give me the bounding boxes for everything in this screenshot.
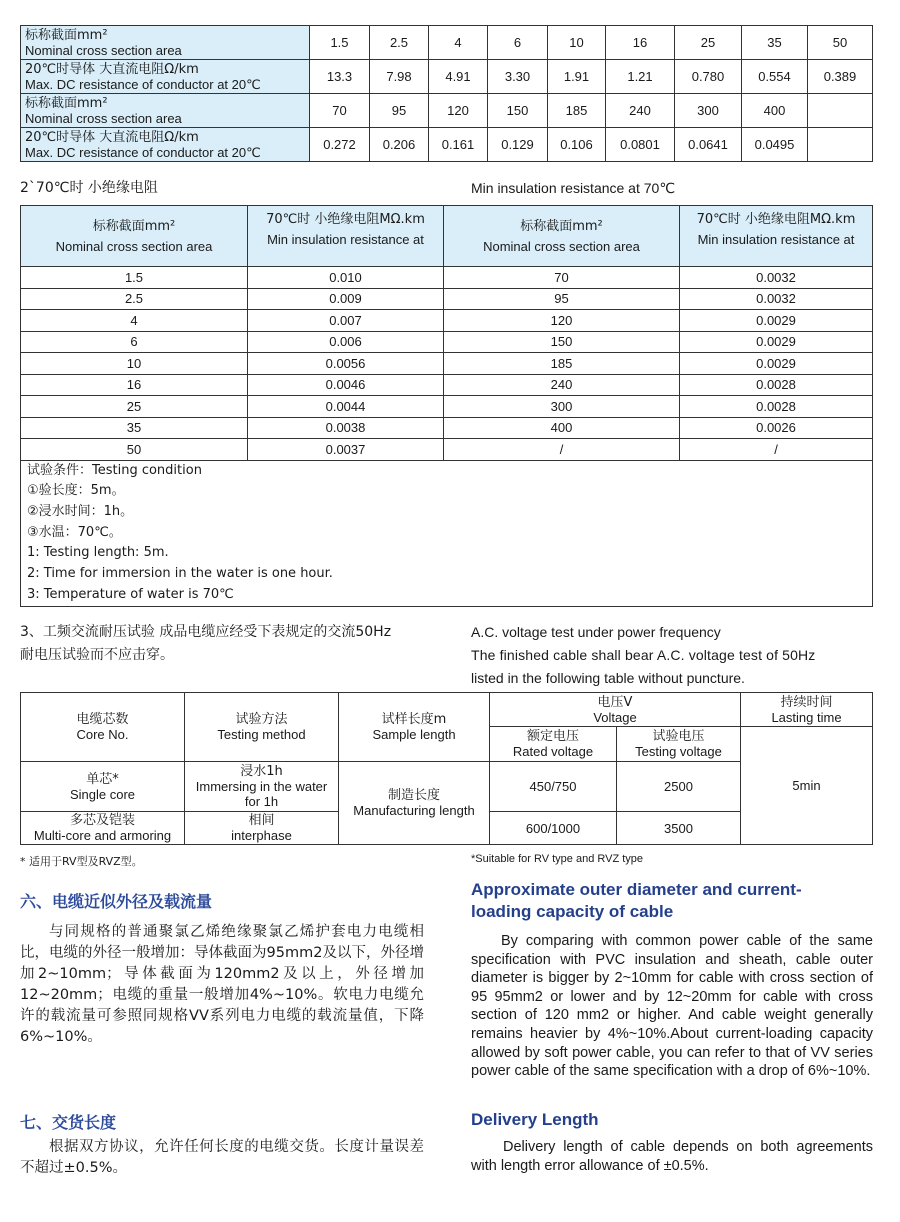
value-cell: 240 — [606, 94, 675, 128]
value-cell: 25 — [675, 26, 742, 60]
value-cell: 0.0028 — [680, 396, 873, 418]
value-cell: 185 — [444, 353, 680, 375]
value-cell: 10 — [21, 353, 248, 375]
value-cell: 1.5 — [310, 26, 370, 60]
section-six-body-en: By comparing with common power cable of the same specification with PVC insulation and sheath, cable outer diameter is bigger by 2~10mm for cable with cross section of 95 95mm2 or lower and by 12~20mm for cable with cross section of 120 mm2 or higher. And cable weight generally remains heavier by 4%~10%.About current-loading capacity allowed by soft power cable, you can refer to that of VV series power cable of the same specification with a drop of 6%~10%. — [471, 933, 873, 1080]
value-cell: 0.0046 — [248, 374, 444, 396]
value-cell: 300 — [675, 94, 742, 128]
table-row — [21, 60, 873, 94]
ac-test-text-en-1: A.C. voltage test under power frequency — [471, 624, 721, 640]
value-cell: 35 — [21, 417, 248, 439]
value-cell: 0.554 — [742, 60, 808, 94]
row-label-cell: 标称截面mm² Nominal cross section area — [21, 94, 310, 128]
value-cell: 25 — [21, 396, 248, 418]
value-cell: 0.0029 — [680, 310, 873, 332]
value-cell: 16 — [606, 26, 675, 60]
value-cell: 0.007 — [248, 310, 444, 332]
value-cell: / — [680, 439, 873, 461]
condition-line: 1: Testing length: 5m. — [27, 545, 169, 561]
value-cell: 4 — [429, 26, 488, 60]
section-six-title-en — [471, 879, 873, 923]
table-row — [21, 417, 873, 439]
value-cell: 300 — [444, 396, 680, 418]
value-cell: 0.0037 — [248, 439, 444, 461]
value-cell: 0.0029 — [680, 331, 873, 353]
value-cell: 16 — [21, 374, 248, 396]
value-cell: 6 — [488, 26, 548, 60]
value-cell: 10 — [548, 26, 606, 60]
table-row — [21, 693, 873, 727]
value-cell: 0.0495 — [742, 128, 808, 162]
value-cell: 1.21 — [606, 60, 675, 94]
header-cell: 标称截面mm² Nominal cross section area — [444, 206, 680, 267]
value-cell: 0.206 — [370, 128, 429, 162]
condition-line: ②浸水时间：1h。 — [27, 503, 134, 519]
value-cell: 50 — [808, 26, 873, 60]
table-row — [21, 26, 873, 60]
value-cell: 1.5 — [21, 267, 248, 289]
cell: 2500 — [617, 762, 741, 812]
lasting-time-cell: 5min — [741, 727, 873, 845]
value-cell: / — [444, 439, 680, 461]
insulation-title-en: Min insulation resistance at 70℃ — [471, 180, 676, 196]
value-cell: 185 — [548, 94, 606, 128]
value-cell: 0.106 — [548, 128, 606, 162]
condition-line: 2: Time for immersion in the water is one hour. — [27, 566, 333, 582]
condition-line: ①验长度：5m。 — [27, 483, 125, 499]
value-cell: 7.98 — [370, 60, 429, 94]
table-row — [21, 128, 873, 162]
header-cell: 电缆芯数 Core No. — [21, 693, 185, 762]
value-cell: 35 — [742, 26, 808, 60]
section-six-body-cn: 与同规格的普通聚氯乙烯绝缘聚氯乙烯护套电力电缆相比，电缆的外径一般增加：导体截面为95mm2及以下，外径增加2~10mm；导体截面为120mm2及以上，外径增加12~20mm；电缆的重量一般增加4%~10%。软电力电缆允许的载流量可参照同规格VV系列电力电缆的载流量值，下降6%~10%。 — [20, 924, 424, 1045]
value-cell: 2.5 — [370, 26, 429, 60]
header-cell: 试验电压 Testing voltage — [617, 727, 741, 762]
cell: 相间 interphase — [185, 812, 339, 845]
header-cell: 70℃时 小绝缘电阻MΩ.km Min insulation resistance at — [680, 206, 873, 267]
value-cell: 0.0032 — [680, 288, 873, 310]
value-cell: 0.780 — [675, 60, 742, 94]
value-cell: 0.389 — [808, 60, 873, 94]
value-cell: 400 — [742, 94, 808, 128]
value-cell: 13.3 — [310, 60, 370, 94]
table-row — [21, 396, 873, 418]
table-row — [21, 439, 873, 461]
condition-line: ③水温：70℃。 — [27, 524, 122, 540]
value-cell: 120 — [444, 310, 680, 332]
value-cell: 1.91 — [548, 60, 606, 94]
header-cell: 持续时间 Lasting time — [741, 693, 873, 727]
ac-test-text-en-2: The finished cable shall bear A.C. voltage test of 50Hz — [471, 647, 816, 663]
value-cell: 0.0029 — [680, 353, 873, 375]
ac-test-text-cn-1: 3、工频交流耐压试验 成品电缆应经受下表规定的交流50Hz — [20, 624, 392, 640]
value-cell: 0.0641 — [675, 128, 742, 162]
value-cell: 240 — [444, 374, 680, 396]
ac-test-text-en-3: listed in the following table without puncture. — [471, 670, 745, 686]
value-cell — [808, 128, 873, 162]
cell: 600/1000 — [490, 812, 617, 845]
table-row — [21, 288, 873, 310]
ac-voltage-test-table — [20, 692, 873, 845]
value-cell: 0.0801 — [606, 128, 675, 162]
value-cell: 4.91 — [429, 60, 488, 94]
value-cell: 0.129 — [488, 128, 548, 162]
value-cell — [808, 94, 873, 128]
section-seven-body-en: Delivery length of cable depends on both agreements with length error allowance of ±0.5%. — [471, 1139, 873, 1174]
header-cell: 70℃时 小绝缘电阻MΩ.km Min insulation resistance at — [248, 206, 444, 267]
table-row — [21, 460, 873, 606]
row-label-cell: 20℃时导体 大直流电阻Ω/km Max. DC resistance of conductor at 20℃ — [21, 128, 310, 162]
header-cell: 标称截面mm² Nominal cross section area — [21, 206, 248, 267]
value-cell: 50 — [21, 439, 248, 461]
cell: 多芯及铠装 Multi-core and armoring — [21, 812, 185, 845]
condition-line: 试验条件：Testing condition — [27, 462, 202, 478]
table-row — [21, 331, 873, 353]
value-cell: 0.0028 — [680, 374, 873, 396]
conductor-resistance-table — [20, 25, 873, 162]
value-cell: 70 — [444, 267, 680, 289]
value-cell: 2.5 — [21, 288, 248, 310]
table-row — [21, 353, 873, 375]
cell: 制造长度 Manufacturing length — [339, 762, 490, 845]
row-label-cell: 20℃时导体 大直流电阻Ω/km Max. DC resistance of conductor at 20℃ — [21, 60, 310, 94]
value-cell: 0.0056 — [248, 353, 444, 375]
value-cell: 4 — [21, 310, 248, 332]
note-cn: * 适用于RV型及RVZ型。 — [20, 855, 143, 868]
cell: 浸水1h Immersing in the water for 1h — [185, 762, 339, 812]
cell: 单芯* Single core — [21, 762, 185, 812]
table-row — [21, 310, 873, 332]
insulation-title-cn: 2`70℃时 小绝缘电阻 — [20, 180, 158, 196]
header-cell: 电压V Voltage — [490, 693, 741, 727]
value-cell: 120 — [429, 94, 488, 128]
header-cell: 试验方法 Testing method — [185, 693, 339, 762]
value-cell: 0.006 — [248, 331, 444, 353]
value-cell: 3.30 — [488, 60, 548, 94]
value-cell: 400 — [444, 417, 680, 439]
value-cell: 150 — [488, 94, 548, 128]
section-six-title-cn: 六、电缆近似外径及载流量 — [20, 892, 213, 911]
note-en: *Suitable for RV type and RVZ type — [471, 853, 644, 865]
value-cell: 0.009 — [248, 288, 444, 310]
value-cell: 0.0026 — [680, 417, 873, 439]
condition-line: 3: Temperature of water is 70℃ — [27, 586, 234, 602]
value-cell: 70 — [310, 94, 370, 128]
section-seven-title-en: Delivery Length — [471, 1110, 599, 1129]
testing-condition-cell — [21, 460, 873, 606]
section-seven-body-cn: 根据双方协议，允许任何长度的电缆交货。长度计量误差不超过±0.5%。 — [20, 1139, 424, 1176]
value-cell: 0.0038 — [248, 417, 444, 439]
ac-test-text-cn-2: 耐电压试验而不应击穿。 — [20, 647, 174, 663]
value-cell: 0.0044 — [248, 396, 444, 418]
table-row — [21, 94, 873, 128]
value-cell: 95 — [370, 94, 429, 128]
table-row — [21, 267, 873, 289]
table-row — [21, 374, 873, 396]
value-cell: 95 — [444, 288, 680, 310]
cell: 450/750 — [490, 762, 617, 812]
section-six-title-en-1: Approximate outer diameter and current- — [471, 880, 802, 899]
section-six-title-en-2: loading capacity of cable — [471, 902, 674, 921]
value-cell: 0.0032 — [680, 267, 873, 289]
cell: 3500 — [617, 812, 741, 845]
header-cell: 额定电压 Rated voltage — [490, 727, 617, 762]
table-row — [21, 206, 873, 267]
section-seven-title-cn: 七、交货长度 — [20, 1113, 117, 1132]
row-label-cell: 标称截面mm² Nominal cross section area — [21, 26, 310, 60]
header-cell: 试样长度m Sample length — [339, 693, 490, 762]
value-cell: 6 — [21, 331, 248, 353]
value-cell: 0.161 — [429, 128, 488, 162]
value-cell: 0.010 — [248, 267, 444, 289]
value-cell: 0.272 — [310, 128, 370, 162]
value-cell: 150 — [444, 331, 680, 353]
insulation-resistance-table — [20, 205, 873, 607]
